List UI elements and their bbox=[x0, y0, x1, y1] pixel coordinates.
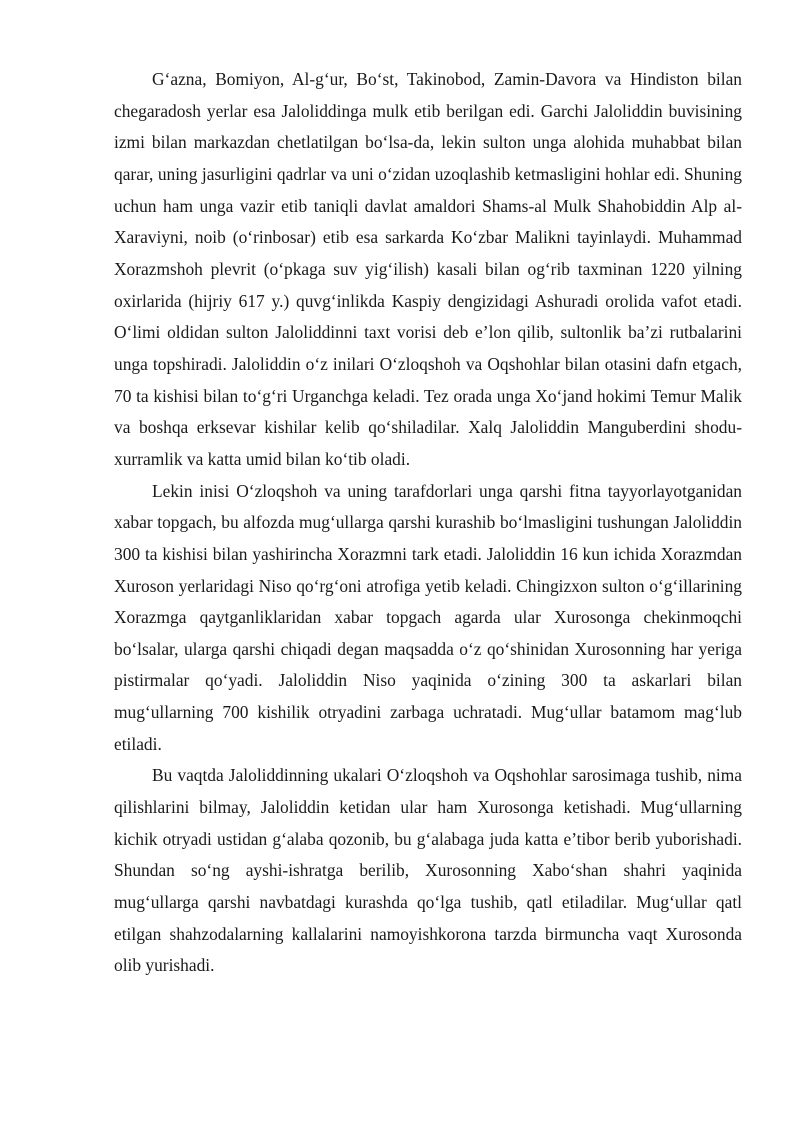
paragraph-2: Lekin inisi O‘zloqshoh va uning tarafdorlari unga qarshi fitna tayyorlayotganidan xabar topgach, bu alfozda mug‘ullarga qarshi kurashib bo‘lmasligini tushungan Jaloliddin 300 ta kishisi bilan yashirincha Xorazmni tark etadi. Jaloliddin 16 kun ichida Xorazmdan Xuroson yerlaridagi Niso qo‘rg‘oni atrofiga yetib keladi. Chingizxon sulton o‘g‘illarining Xorazmga qaytganliklaridan xabar topgach agarda ular Xurosonga chekinmoqchi bo‘lsalar, ularga qarshi chiqadi degan maqsadda o‘z qo‘shinidan Xurosonning har yeriga pistirmalar qo‘yadi. Jaloliddin Niso yaqinida o‘zining 300 ta askarlari bilan mug‘ullarning 700 kishilik otryadini zarbaga uchratadi. Mug‘ullar batamom mag‘lub etiladi. bbox=[114, 480, 742, 754]
document-page bbox=[114, 64, 742, 982]
paragraph-3: Bu vaqtda Jaloliddinning ukalari O‘zloqshoh va Oqshohlar sarosimaga tushib, nima qilishlarini bilmay, Jaloliddin ketidan ular ham Xurosonga ketishadi. Mug‘ullarning kichik otryadi ustidan g‘alaba qozonib, bu g‘alabaga juda katta e’tibor berib yuborishadi. Shundan so‘ng ayshi-ishratga berilib, Xurosonning Xabo‘shan shahri yaqinida mug‘ullarga qarshi navbatdagi kurashda qo‘lga tushib, qatl etiladilar. Mug‘ullar qatl etilgan shahzodalarning kallalarini namoyishkorona tarzda birmuncha vaqt Xurosonda olib yurishadi. bbox=[114, 765, 742, 976]
paragraph-1: G‘azna, Bomiyon, Al-g‘ur, Bo‘st, Takinobod, Zamin-Davora va Hindiston bilan chegaradosh yerlar esa Jaloliddinga mulk etib berilgan edi. Garchi Jaloliddin buvisining izmi bilan markazdan chetlatilgan bo‘lsa-da, lekin sulton unga alohida muhabbat bilan qarar, uning jasurligini qadrlar va uni o‘zidan uzoqlashib ketmasligini hohlar edi. Shuning uchun ham unga vazir etib taniqli davlat amaldori Shams-al Mulk Shahobiddin Alp al-Xaraviyni, noib (o‘rinbosar) etib esa sarkarda Ko‘zbar Malikni tayinlaydi. Muhammad Xorazmshoh plevrit (o‘pkaga suv yig‘ilish) kasali bilan og‘rib taxminan 1220 yilning oxirlarida (hijriy 617 y.) quvg‘inlikda Kaspiy dengizidagi Ashuradi orolida vafot etadi. O‘limi oldidan sulton Jaloliddinni taxt vorisi deb e’lon qilib, sultonlik ba’zi rutbalarini unga topshiradi. Jaloliddin o‘z inilari O‘zloqshoh va Oqshohlar bilan otasini dafn etgach, 70 ta kishisi bilan to‘g‘ri Urganchga keladi. Tez orada unga Xo‘jand hokimi Temur Malik va boshqa erksevar kishilar kelib qo‘shiladilar. Xalq Jaloliddin Manguberdini shodu-xurramlik va katta umid bilan ko‘tib oladi. bbox=[114, 69, 742, 469]
